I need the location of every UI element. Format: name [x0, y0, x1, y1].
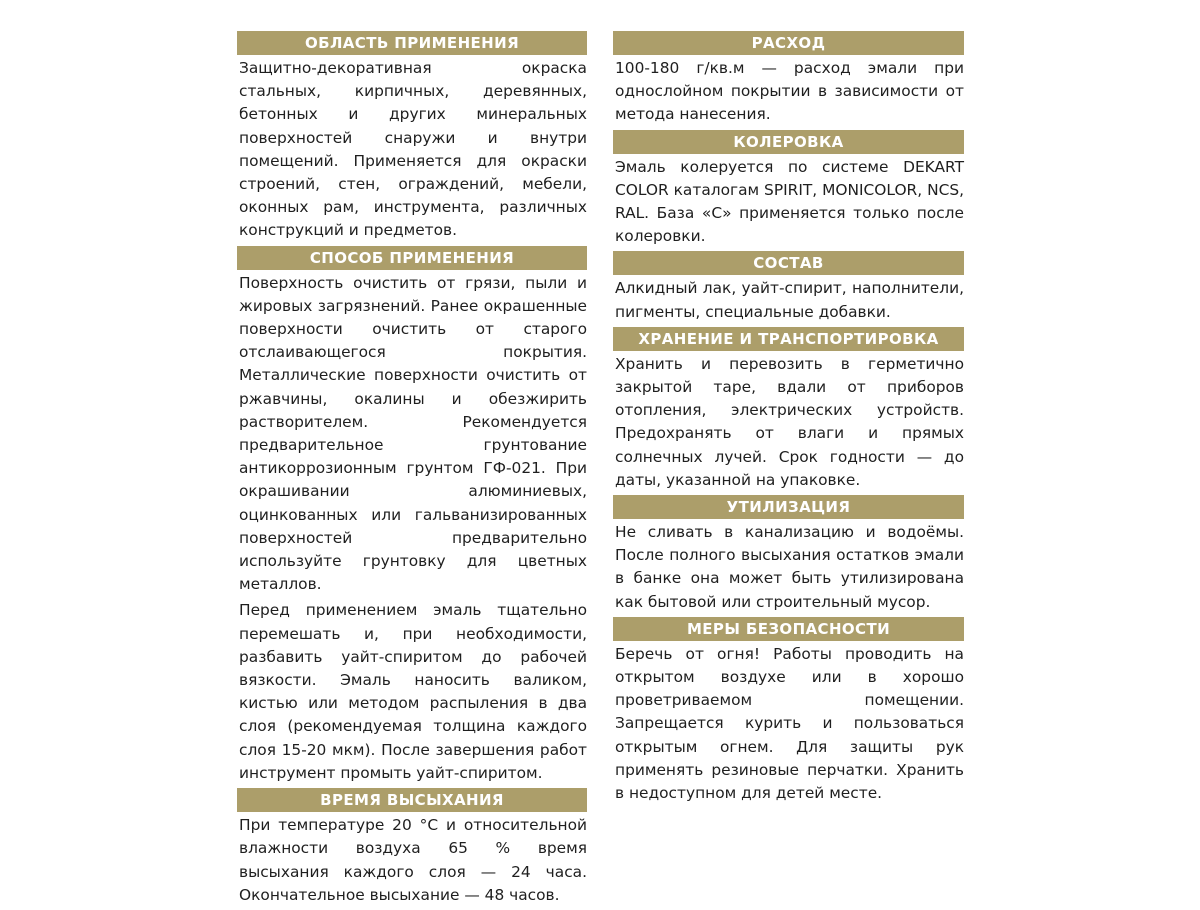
- paragraph: Эмаль колеруется по системе DEKART COLOR каталогам SPIRIT, MONICOLOR, NCS, RAL. База «С» применяется только после колеровки.: [615, 157, 964, 246]
- section-heading: ВРЕМЯ ВЫСЫХАНИЯ: [237, 788, 587, 812]
- section-storage-transport: [613, 327, 964, 492]
- section-drying-time: [237, 788, 587, 907]
- section-application-method: [237, 246, 587, 785]
- section-heading: РАСХОД: [613, 31, 964, 55]
- paragraph: Перед применением эмаль тщательно перемешать и, при необходимости, разбавить уайт-спиритом до рабочей вязкости. Эмаль наносить валиком, кистью или методом распыления в два слоя (рекомендуемая толщина каждого слоя 15-20 мкм). После завершения работ инструмент промыть уайт-спиритом.: [239, 601, 587, 782]
- section-tinting: [613, 130, 964, 249]
- section-heading: УТИЛИЗАЦИЯ: [613, 495, 964, 519]
- section-body: [239, 57, 587, 243]
- paragraph: Хранить и перевозить в герметично закрытой таре, вдали от приборов отопления, электрических устройств. Предохранять от влаги и прямых солнечных лучей. Срок годности — до даты, указанной на упаковке.: [615, 354, 964, 489]
- section-body: [239, 814, 587, 907]
- section-body: [615, 521, 964, 614]
- section-composition: [613, 251, 964, 323]
- section-heading: СПОСОБ ПРИМЕНЕНИЯ: [237, 246, 587, 270]
- section-safety: [613, 617, 964, 805]
- section-application-area: [237, 31, 587, 243]
- left-column: [237, 31, 587, 910]
- section-body: [615, 57, 964, 127]
- section-heading: КОЛЕРОВКА: [613, 130, 964, 154]
- section-disposal: [613, 495, 964, 614]
- paragraph: Защитно-декоративная окраска стальных, кирпичных, деревянных, бетонных и других минеральных поверхностей снаружи и внутри помещений. Применяется для окраски строений, стен, ограждений, мебели, оконных рам, инструмента, различных конструкций и предметов.: [239, 59, 587, 240]
- paragraph: Алкидный лак, уайт-спирит, наполнители, пигменты, специальные добавки.: [615, 279, 964, 321]
- section-heading: СОСТАВ: [613, 251, 964, 275]
- section-body: [615, 643, 964, 805]
- section-consumption: [613, 31, 964, 127]
- section-heading: ОБЛАСТЬ ПРИМЕНЕНИЯ: [237, 31, 587, 55]
- section-body: [239, 272, 587, 785]
- paragraph: Не сливать в канализацию и водоёмы. После полного высыхания остатков эмали в банке она может быть утилизирована как бытовой или строительный мусор.: [615, 523, 964, 611]
- right-column: [613, 31, 964, 808]
- paragraph: 100-180 г/кв.м — расход эмали при однослойном покрытии в зависимости от метода нанесения.: [615, 59, 964, 124]
- section-body: [615, 277, 964, 323]
- paragraph: При температуре 20 °С и относительной влажности воздуха 65 % время высыхания каждого слоя — 24 часа. Окончательное высыхание — 48 часов.: [239, 816, 587, 904]
- paragraph: Беречь от огня! Работы проводить на открытом воздухе или в хорошо проветриваемом помещении. Запрещается курить и пользоваться открытым огнем. Для защиты рук применять резиновые перчатки. Хранить в недоступном для детей месте.: [615, 644, 964, 803]
- paragraph: Поверхность очистить от грязи, пыли и жировых загрязнений. Ранее окрашенные поверхности очистить от старого отслаивающегося покрытия. Металлические поверхности очистить от ржавчины, окалины и обезжирить растворителем. Рекомендуется предварительное грунтование антикоррозионным грунтом ГФ-021. При окрашивании алюминиевых, оцинкованных или гальванизированных поверхностей предварительно используйте грунтовку для цветных металлов.: [239, 273, 587, 594]
- section-body: [615, 156, 964, 249]
- section-heading: ХРАНЕНИЕ И ТРАНСПОРТИРОВКА: [613, 327, 964, 351]
- section-body: [615, 353, 964, 492]
- section-heading: МЕРЫ БЕЗОПАСНОСТИ: [613, 617, 964, 641]
